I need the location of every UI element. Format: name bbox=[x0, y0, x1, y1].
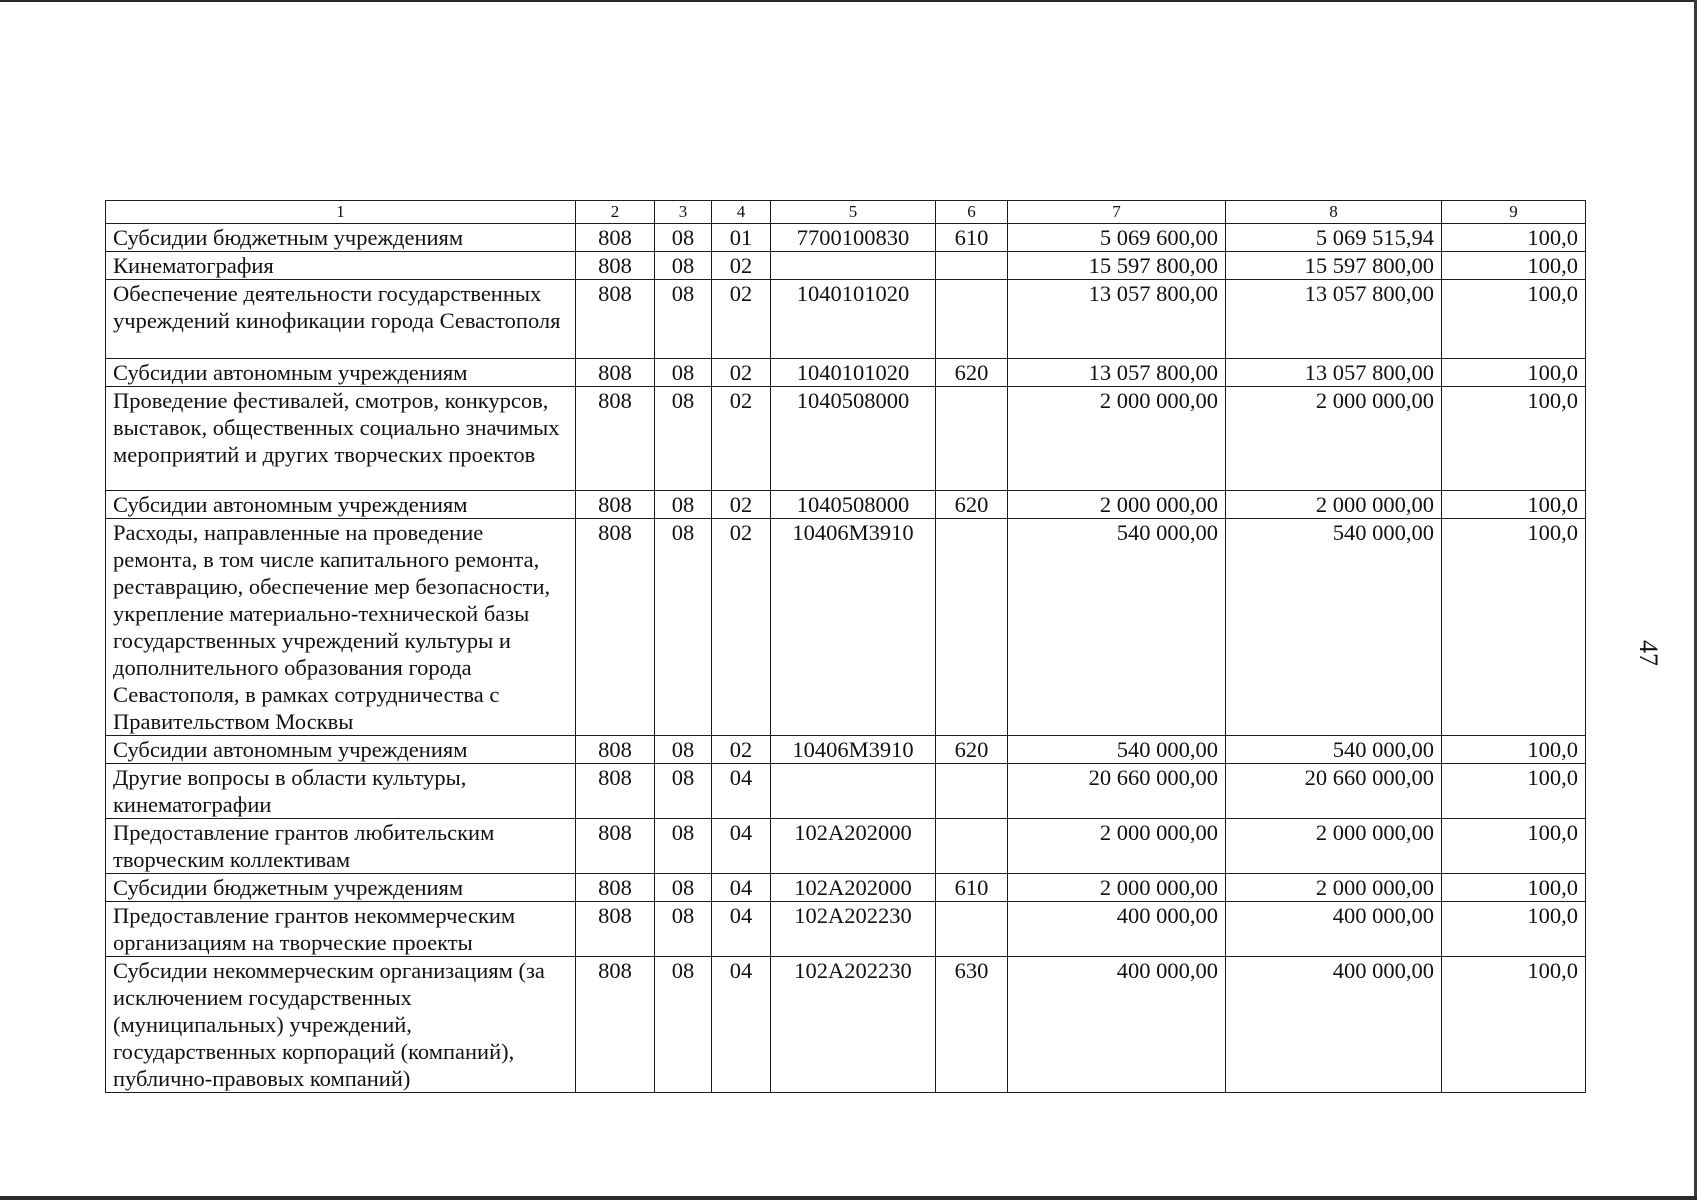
cell-description: Субсидии бюджетным учреждениям bbox=[106, 874, 576, 902]
cell-col5: 102А202000 bbox=[771, 874, 936, 902]
cell-col3: 08 bbox=[655, 874, 712, 902]
cell-col6 bbox=[936, 519, 1008, 736]
cell-col7: 540 000,00 bbox=[1008, 519, 1226, 736]
cell-col7: 2 000 000,00 bbox=[1008, 387, 1226, 491]
cell-col7: 5 069 600,00 bbox=[1008, 224, 1226, 252]
cell-col6 bbox=[936, 764, 1008, 819]
cell-col5 bbox=[771, 252, 936, 280]
cell-col6: 620 bbox=[936, 736, 1008, 764]
scan-edge-bottom bbox=[0, 1196, 1697, 1200]
cell-description: Другие вопросы в области культуры, кинематографии bbox=[106, 764, 576, 819]
cell-col8: 400 000,00 bbox=[1226, 957, 1442, 1093]
header-cell: 9 bbox=[1442, 201, 1586, 224]
cell-col2: 808 bbox=[576, 874, 655, 902]
cell-description: Субсидии бюджетным учреждениям bbox=[106, 224, 576, 252]
cell-col9: 100,0 bbox=[1442, 491, 1586, 519]
cell-col4: 04 bbox=[712, 902, 771, 957]
cell-col8: 15 597 800,00 bbox=[1226, 252, 1442, 280]
cell-col4: 01 bbox=[712, 224, 771, 252]
cell-col8: 5 069 515,94 bbox=[1226, 224, 1442, 252]
cell-col8: 13 057 800,00 bbox=[1226, 359, 1442, 387]
cell-col7: 540 000,00 bbox=[1008, 736, 1226, 764]
cell-col2: 808 bbox=[576, 387, 655, 491]
cell-col5: 1040101020 bbox=[771, 280, 936, 359]
cell-col9: 100,0 bbox=[1442, 957, 1586, 1093]
cell-col5: 7700100830 bbox=[771, 224, 936, 252]
cell-col8: 13 057 800,00 bbox=[1226, 280, 1442, 359]
budget-table bbox=[105, 200, 1586, 1093]
cell-col2: 808 bbox=[576, 764, 655, 819]
cell-col3: 08 bbox=[655, 280, 712, 359]
cell-col5: 10406М3910 bbox=[771, 736, 936, 764]
cell-col5: 10406М3910 bbox=[771, 519, 936, 736]
table-row bbox=[106, 387, 1586, 491]
cell-col7: 20 660 000,00 bbox=[1008, 764, 1226, 819]
cell-description: Субсидии автономным учреждениям bbox=[106, 359, 576, 387]
cell-description: Предоставление грантов любительским творческим коллективам bbox=[106, 819, 576, 874]
cell-col7: 13 057 800,00 bbox=[1008, 280, 1226, 359]
cell-description: Субсидии некоммерческим организациям (за исключением государственных (муниципальных) учреждений, государственных корпораций (компаний), публично-правовых компаний) bbox=[106, 957, 576, 1093]
cell-col8: 2 000 000,00 bbox=[1226, 819, 1442, 874]
budget-table-body bbox=[106, 201, 1586, 1093]
cell-col2: 808 bbox=[576, 359, 655, 387]
header-cell: 8 bbox=[1226, 201, 1442, 224]
table-row bbox=[106, 957, 1586, 1093]
cell-col4: 02 bbox=[712, 280, 771, 359]
cell-col9: 100,0 bbox=[1442, 519, 1586, 736]
cell-col6 bbox=[936, 819, 1008, 874]
scan-edge-top bbox=[0, 0, 1697, 2]
header-cell: 2 bbox=[576, 201, 655, 224]
cell-col5: 1040508000 bbox=[771, 387, 936, 491]
cell-col3: 08 bbox=[655, 252, 712, 280]
cell-description: Расходы, направленные на проведение ремонта, в том числе капитального ремонта, реставрацию, обеспечение мер безопасности, укрепление материально-технической базы государственных учреждений культуры и дополнительного образования города Севастополя, в рамках сотрудничества с Правительством Москвы bbox=[106, 519, 576, 736]
cell-col2: 808 bbox=[576, 224, 655, 252]
cell-col4: 02 bbox=[712, 491, 771, 519]
page-number: 47 bbox=[1634, 640, 1663, 666]
cell-col8: 2 000 000,00 bbox=[1226, 387, 1442, 491]
cell-col6: 620 bbox=[936, 491, 1008, 519]
cell-col7: 2 000 000,00 bbox=[1008, 491, 1226, 519]
cell-col7: 13 057 800,00 bbox=[1008, 359, 1226, 387]
table-row bbox=[106, 519, 1586, 736]
cell-col3: 08 bbox=[655, 736, 712, 764]
cell-col8: 2 000 000,00 bbox=[1226, 491, 1442, 519]
cell-col2: 808 bbox=[576, 819, 655, 874]
cell-col2: 808 bbox=[576, 957, 655, 1093]
cell-col3: 08 bbox=[655, 519, 712, 736]
cell-description: Обеспечение деятельности государственных учреждений кинофикации города Севастополя bbox=[106, 280, 576, 359]
header-cell: 5 bbox=[771, 201, 936, 224]
cell-col4: 04 bbox=[712, 819, 771, 874]
table-row bbox=[106, 280, 1586, 359]
cell-col2: 808 bbox=[576, 519, 655, 736]
cell-description: Предоставление грантов некоммерческим организациям на творческие проекты bbox=[106, 902, 576, 957]
table-row bbox=[106, 819, 1586, 874]
cell-col5: 1040508000 bbox=[771, 491, 936, 519]
table-row bbox=[106, 252, 1586, 280]
cell-col4: 04 bbox=[712, 764, 771, 819]
cell-description: Субсидии автономным учреждениям bbox=[106, 736, 576, 764]
cell-col4: 02 bbox=[712, 252, 771, 280]
cell-col9: 100,0 bbox=[1442, 359, 1586, 387]
cell-col3: 08 bbox=[655, 957, 712, 1093]
cell-col4: 04 bbox=[712, 957, 771, 1093]
table-row bbox=[106, 224, 1586, 252]
cell-col3: 08 bbox=[655, 359, 712, 387]
cell-col3: 08 bbox=[655, 902, 712, 957]
cell-col8: 540 000,00 bbox=[1226, 519, 1442, 736]
cell-col4: 04 bbox=[712, 874, 771, 902]
cell-col3: 08 bbox=[655, 819, 712, 874]
cell-col2: 808 bbox=[576, 736, 655, 764]
cell-col3: 08 bbox=[655, 764, 712, 819]
header-cell: 6 bbox=[936, 201, 1008, 224]
cell-col9: 100,0 bbox=[1442, 902, 1586, 957]
cell-col9: 100,0 bbox=[1442, 387, 1586, 491]
cell-col6 bbox=[936, 252, 1008, 280]
cell-col7: 400 000,00 bbox=[1008, 957, 1226, 1093]
cell-col2: 808 bbox=[576, 902, 655, 957]
cell-col9: 100,0 bbox=[1442, 736, 1586, 764]
cell-col7: 15 597 800,00 bbox=[1008, 252, 1226, 280]
cell-col5: 102А202230 bbox=[771, 902, 936, 957]
table-row bbox=[106, 491, 1586, 519]
header-cell: 1 bbox=[106, 201, 576, 224]
header-cell: 7 bbox=[1008, 201, 1226, 224]
cell-col7: 2 000 000,00 bbox=[1008, 819, 1226, 874]
cell-col6 bbox=[936, 280, 1008, 359]
cell-col4: 02 bbox=[712, 736, 771, 764]
cell-col3: 08 bbox=[655, 387, 712, 491]
cell-col2: 808 bbox=[576, 280, 655, 359]
cell-col4: 02 bbox=[712, 519, 771, 736]
cell-col9: 100,0 bbox=[1442, 874, 1586, 902]
cell-col6 bbox=[936, 387, 1008, 491]
cell-col5: 1040101020 bbox=[771, 359, 936, 387]
cell-col9: 100,0 bbox=[1442, 252, 1586, 280]
cell-col6 bbox=[936, 902, 1008, 957]
cell-col8: 20 660 000,00 bbox=[1226, 764, 1442, 819]
cell-col8: 540 000,00 bbox=[1226, 736, 1442, 764]
cell-col2: 808 bbox=[576, 252, 655, 280]
cell-col9: 100,0 bbox=[1442, 764, 1586, 819]
table-row bbox=[106, 764, 1586, 819]
cell-col5: 102А202230 bbox=[771, 957, 936, 1093]
cell-col7: 400 000,00 bbox=[1008, 902, 1226, 957]
table-row bbox=[106, 874, 1586, 902]
cell-col6: 610 bbox=[936, 224, 1008, 252]
cell-col4: 02 bbox=[712, 387, 771, 491]
cell-description: Проведение фестивалей, смотров, конкурсов, выставок, общественных социально значимых мероприятий и других творческих проектов bbox=[106, 387, 576, 491]
cell-col3: 08 bbox=[655, 224, 712, 252]
cell-col6: 620 bbox=[936, 359, 1008, 387]
table-header-row bbox=[106, 201, 1586, 224]
cell-col4: 02 bbox=[712, 359, 771, 387]
header-cell: 3 bbox=[655, 201, 712, 224]
cell-col8: 2 000 000,00 bbox=[1226, 874, 1442, 902]
cell-col9: 100,0 bbox=[1442, 819, 1586, 874]
cell-col7: 2 000 000,00 bbox=[1008, 874, 1226, 902]
cell-col9: 100,0 bbox=[1442, 280, 1586, 359]
cell-col9: 100,0 bbox=[1442, 224, 1586, 252]
cell-col8: 400 000,00 bbox=[1226, 902, 1442, 957]
header-cell: 4 bbox=[712, 201, 771, 224]
table-row bbox=[106, 359, 1586, 387]
table-row bbox=[106, 736, 1586, 764]
cell-col6: 630 bbox=[936, 957, 1008, 1093]
cell-description: Кинематография bbox=[106, 252, 576, 280]
cell-col2: 808 bbox=[576, 491, 655, 519]
cell-col5: 102А202000 bbox=[771, 819, 936, 874]
cell-col5 bbox=[771, 764, 936, 819]
cell-description: Субсидии автономным учреждениям bbox=[106, 491, 576, 519]
cell-col6: 610 bbox=[936, 874, 1008, 902]
cell-col3: 08 bbox=[655, 491, 712, 519]
table-row bbox=[106, 902, 1586, 957]
